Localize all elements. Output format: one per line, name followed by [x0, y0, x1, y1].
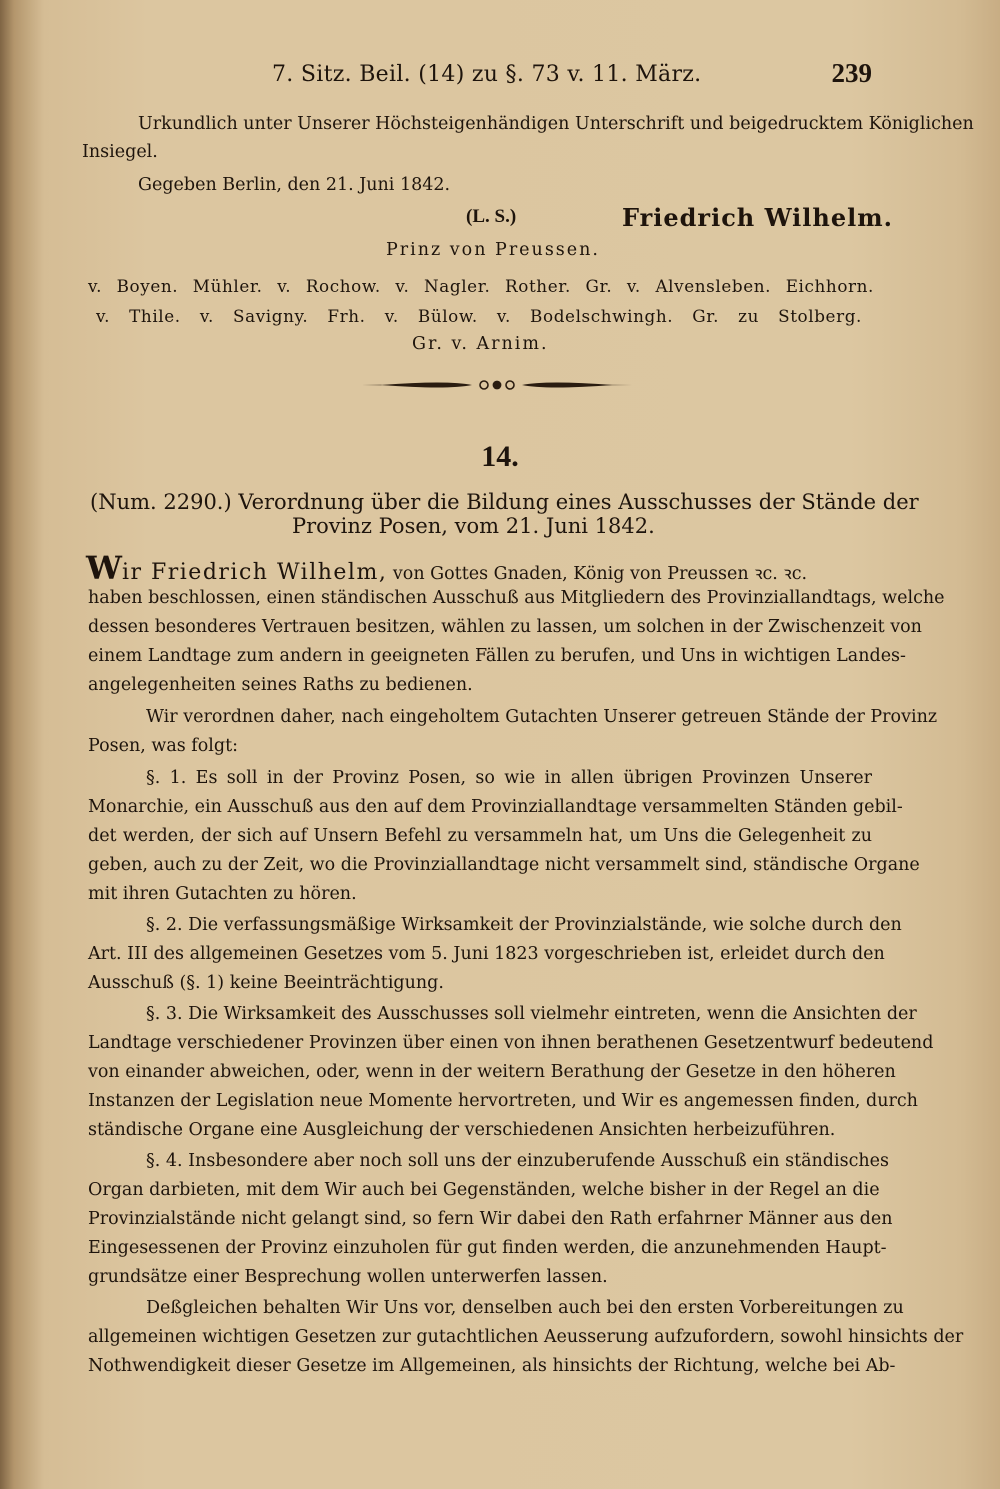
s1-line-1: §. 1. Es soll in der Provinz Posen, so wie in allen übrigen Provinzen Unserer	[146, 768, 872, 788]
seal-mark: (L. S.)	[466, 206, 517, 227]
s3-line-3: von einander abweichen, oder, wenn in der weitern Berathung der Gesetze in den höheren	[88, 1062, 896, 1082]
s1-line-4: geben, auch zu der Zeit, wo die Provinziallandtage nicht versammelt sind, ständische Organe	[88, 855, 920, 875]
s4-line-1: §. 4. Insbesondere aber noch soll uns der einzuberufende Ausschuß ein ständisches	[146, 1151, 889, 1171]
king-signature: Friedrich Wilhelm.	[622, 203, 893, 232]
closing-line-1: Urkundlich unter Unserer Höchsteigenhändigen Unterschrift und beigedrucktem Königlichen	[138, 114, 974, 134]
ministers-line-2: v. Thile. v. Savigny. Frh. v. Bülow. v. Bodelschwingh. Gr. zu Stolberg.	[96, 306, 862, 326]
king-name: ir Friedrich Wilhelm,	[121, 560, 388, 585]
decree-line-1: Wir verordnen daher, nach eingeholtem Gutachten Unserer getreuen Stände der Provinz	[146, 707, 938, 727]
ministers-line-1: v. Boyen. Mühler. v. Rochow. v. Nagler. Rother. Gr. v. Alvensleben. Eichhorn.	[88, 276, 874, 296]
ministers-line-3: Gr. v. Arnim.	[412, 334, 549, 354]
ordinance-title-1: (Num. 2290.) Verordnung über die Bildung eines Ausschusses der Stände der	[90, 490, 919, 514]
decree-line-2: Posen, was folgt:	[88, 736, 239, 756]
intro-line-5: angelegenheiten seines Raths zu bedienen.	[88, 675, 473, 695]
final-line-1: Deßgleichen behalten Wir Uns vor, denselben auch bei den ersten Vorbereitungen zu	[146, 1298, 904, 1318]
s2-line-2: Art. III des allgemeinen Gesetzes vom 5. Juni 1823 vorgeschrieben ist, erleidet durch den	[88, 944, 885, 964]
s4-line-3: Provinzialstände nicht gelangt sind, so fern Wir dabei den Rath erfahrner Männer aus den	[88, 1209, 893, 1229]
given-date: Gegeben Berlin, den 21. Juni 1842.	[138, 175, 451, 195]
running-title: 7. Sitz. Beil. (14) zu §. 73 v. 11. März.	[272, 62, 702, 87]
intro-line-3: dessen besonderes Vertrauen besitzen, wählen zu lassen, um solchen in der Zwischenzeit von	[88, 617, 922, 637]
intro-line-2: haben beschlossen, einen ständischen Ausschuß aus Mitgliedern des Provinziallandtags, welche	[88, 588, 945, 608]
intro-title: von Gottes Gnaden, König von Preussen ꝛc. ꝛc.	[387, 564, 808, 584]
intro-line-1	[86, 549, 872, 587]
s1-line-5: mit ihren Gutachten zu hören.	[88, 884, 357, 904]
section-divider	[362, 378, 632, 392]
s2-line-1: §. 2. Die verfassungsmäßige Wirksamkeit der Provinzialstände, wie solche durch den	[146, 915, 902, 935]
prince-signature: Prinz von Preussen.	[386, 240, 600, 260]
intro-line-4: einem Landtage zum andern in geeigneten Fällen zu berufen, und Uns in wichtigen Landes-	[88, 646, 906, 666]
s3-line-4: Instanzen der Legislation neue Momente hervortreten, und Wir es angemessen finden, durch	[88, 1091, 918, 1111]
s3-line-5: ständische Organe eine Ausgleichung der verschiedenen Ansichten herbeizuführen.	[88, 1120, 836, 1140]
final-line-2: allgemeinen wichtigen Gesetzen zur gutachtlichen Aeusserung aufzufordern, sowohl hinsichts der	[88, 1327, 964, 1347]
s3-line-1: §. 3. Die Wirksamkeit des Ausschusses soll vielmehr eintreten, wenn die Ansichten der	[146, 1004, 917, 1024]
s4-line-5: grundsätze einer Besprechung wollen unterwerfen lassen.	[88, 1267, 608, 1287]
s4-line-4: Eingesessenen der Provinz einzuholen für gut finden werden, die anzunehmenden Haupt-	[88, 1238, 887, 1258]
s1-line-2: Monarchie, ein Ausschuß aus den auf dem Provinziallandtage versammelten Ständen gebil-	[88, 797, 903, 817]
ordinance-title-2: Provinz Posen, vom 21. Juni 1842.	[292, 514, 655, 538]
ordinance-number: 14.	[481, 440, 519, 473]
s3-line-2: Landtage verschiedener Provinzen über einen von ihnen berathenen Gesetzentwurf bedeutend	[88, 1033, 934, 1053]
final-line-3: Nothwendigkeit dieser Gesetze im Allgemeinen, als hinsichts der Richtung, welche bei Ab-	[88, 1356, 896, 1376]
s1-line-3: det werden, der sich auf Unsern Befehl zu versammeln hat, um Uns die Gelegenheit zu	[88, 826, 872, 846]
s4-line-2: Organ darbieten, mit dem Wir auch bei Gegenständen, welche bisher in der Regel an die	[88, 1180, 880, 1200]
closing-line-2: Insiegel.	[82, 142, 158, 162]
page-number: 239	[831, 58, 872, 88]
page-header	[82, 58, 872, 98]
drop-capital: W	[86, 549, 122, 587]
s2-line-3: Ausschuß (§. 1) keine Beeinträchtigung.	[88, 973, 444, 993]
